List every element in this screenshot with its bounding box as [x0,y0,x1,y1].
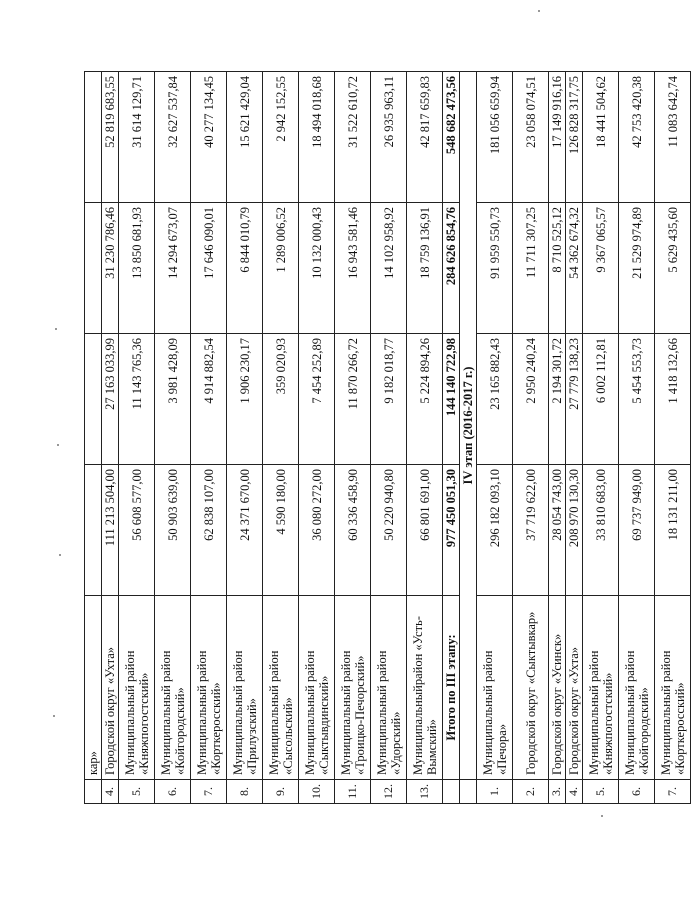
value-cell: 50 220 940,80 [371,465,407,596]
stage-title: IV этап (2016-2017 г.) [460,72,477,780]
row-number: 11. [335,780,371,804]
value-cell: 4 590 180,00 [263,465,299,596]
value-cell: 18 441 504,62 [583,72,619,203]
value-cell: 28 054 743,00 [549,465,566,596]
value-cell [85,465,102,596]
municipality-name: Муниципальный район «Княжпогостский» [119,596,155,780]
total-value: 548 682 473,56 [443,72,460,203]
value-cell: 60 336 458,90 [335,465,371,596]
value-cell: 54 362 674,32 [566,203,583,334]
municipality-name: Муниципальныйрайон «Усть-Вымский» [407,596,443,780]
value-cell: 208 970 130,30 [566,465,583,596]
value-cell: 36 080 272,00 [299,465,335,596]
value-cell [85,203,102,334]
table-row [335,72,371,804]
row-number: 10. [299,780,335,804]
value-cell [85,334,102,465]
value-cell: 8 710 525,12 [549,203,566,334]
value-cell: 31 614 129,71 [119,72,155,203]
value-cell: 91 959 550,73 [477,203,513,334]
row-number: 8. [227,780,263,804]
value-cell: 15 621 429,04 [227,72,263,203]
value-cell: 9 182 018,77 [371,334,407,465]
value-cell: 17 646 090,01 [191,203,227,334]
value-cell: 14 102 958,92 [371,203,407,334]
value-cell: 27 163 033,99 [102,334,119,465]
row-number [85,780,102,804]
table-body [85,72,691,804]
value-cell: 33 810 683,00 [583,465,619,596]
table-row [371,72,407,804]
municipality-name: Муниципальный район «Княжпогостский» [583,596,619,780]
value-cell: 17 149 916,16 [549,72,566,203]
value-cell: 69 737 949,00 [619,465,655,596]
municipality-name: Муниципальный район «Корткеросский» [191,596,227,780]
row-number: 9. [263,780,299,804]
value-cell: 11 711 307,25 [513,203,549,334]
municipality-name: Городской округ «Усинск» [549,596,566,780]
municipality-name: Муниципальный район «Прилузский» [227,596,263,780]
table-row [566,72,583,804]
value-cell: 31 522 610,72 [335,72,371,203]
total-value: 284 626 854,76 [443,203,460,334]
value-cell: 111 213 504,00 [102,465,119,596]
row-number: 6. [619,780,655,804]
value-cell: 23 165 882,43 [477,334,513,465]
total-value: 977 450 051,30 [443,465,460,596]
value-cell: 2 942 152,55 [263,72,299,203]
municipality-name: Муниципальный район «Печора» [477,596,513,780]
value-cell: 24 371 670,00 [227,465,263,596]
value-cell: 31 230 786,46 [102,203,119,334]
value-cell: 5 224 894,26 [407,334,443,465]
value-cell: 26 935 963,11 [371,72,407,203]
table-row [102,72,119,804]
value-cell: 16 943 581,46 [335,203,371,334]
value-cell: 296 182 093,10 [477,465,513,596]
value-cell: 18 494 018,68 [299,72,335,203]
value-cell: 56 608 577,00 [119,465,155,596]
table-row [119,72,155,804]
municipality-name: Городской округ «Ухта» [102,596,119,780]
row-number [443,780,460,804]
scan-speck [57,444,59,446]
value-cell: 13 850 681,93 [119,203,155,334]
municipality-name: Муниципальный район «Койгородский» [155,596,191,780]
table-row [407,72,443,804]
value-cell: 42 753 420,38 [619,72,655,203]
table-row [513,72,549,804]
value-cell: 62 838 107,00 [191,465,227,596]
row-number [460,780,477,804]
table-row [583,72,619,804]
value-cell [85,72,102,203]
value-cell: 2 194 301,72 [549,334,566,465]
value-cell: 52 819 683,55 [102,72,119,203]
row-number: 4. [566,780,583,804]
table-row [619,72,655,804]
table-row [263,72,299,804]
value-cell: 9 367 065,57 [583,203,619,334]
value-cell: 18 759 136,91 [407,203,443,334]
total-label: Итого по III этапу: [443,596,460,780]
table-row [191,72,227,804]
value-cell: 21 529 974,89 [619,203,655,334]
municipality-name: Городской округ «Ухта» [566,596,583,780]
value-cell: 126 828 317,75 [566,72,583,203]
value-cell: 1 289 006,52 [263,203,299,334]
scan-speck [59,554,61,556]
value-cell: 5 454 553,73 [619,334,655,465]
value-cell: 181 056 659,94 [477,72,513,203]
value-cell: 359 020,93 [263,334,299,465]
municipality-name: Городской округ «Сыктывкар» [513,596,549,780]
value-cell: 18 131 211,00 [655,465,691,596]
row-number: 5. [119,780,155,804]
row-number: 7. [655,780,691,804]
stage-header-row [460,72,477,804]
table-row [549,72,566,804]
table-row [655,72,691,804]
municipality-name: кар» [85,596,102,780]
row-number: 2. [513,780,549,804]
value-cell: 40 277 134,45 [191,72,227,203]
total-value: 144 140 722,98 [443,334,460,465]
municipality-name: Муниципальный район «Корткеросский» [655,596,691,780]
row-number: 6. [155,780,191,804]
row-number: 12. [371,780,407,804]
table-row [299,72,335,804]
municipality-name: Муниципальный район «Троицко-Печорский» [335,596,371,780]
value-cell: 6 002 112,81 [583,334,619,465]
municipality-name: Муниципальный район «Койгородский» [619,596,655,780]
value-cell: 23 058 074,51 [513,72,549,203]
value-cell: 2 950 240,24 [513,334,549,465]
value-cell: 11 870 266,72 [335,334,371,465]
scan-speck [55,328,57,330]
scan-speck [601,815,603,817]
value-cell: 27 779 138,23 [566,334,583,465]
value-cell: 4 914 882,54 [191,334,227,465]
row-number: 13. [407,780,443,804]
value-cell: 50 903 639,00 [155,465,191,596]
value-cell: 14 294 673,07 [155,203,191,334]
row-number: 1. [477,780,513,804]
value-cell: 1 906 230,17 [227,334,263,465]
municipality-name: Муниципальный район «Сысольский» [263,596,299,780]
row-number: 3. [549,780,566,804]
value-cell: 1 418 132,66 [655,334,691,465]
row-number: 4. [102,780,119,804]
value-cell: 42 817 659,83 [407,72,443,203]
table-row [477,72,513,804]
value-cell: 5 629 435,60 [655,203,691,334]
value-cell: 6 844 010,79 [227,203,263,334]
value-cell: 7 454 252,89 [299,334,335,465]
total-row [443,72,460,804]
value-cell: 37 719 622,00 [513,465,549,596]
value-cell: 10 132 000,43 [299,203,335,334]
value-cell: 66 801 691,00 [407,465,443,596]
scan-speck [53,715,55,717]
scan-speck [538,10,540,12]
value-cell: 3 981 428,09 [155,334,191,465]
municipality-name: Муниципальный район «Удорский» [371,596,407,780]
table-row [85,72,102,804]
table-row [227,72,263,804]
table-row [155,72,191,804]
funding-table [84,71,691,804]
row-number: 5. [583,780,619,804]
value-cell: 32 627 537,84 [155,72,191,203]
value-cell: 11 143 765,36 [119,334,155,465]
value-cell: 11 083 642,74 [655,72,691,203]
municipality-name: Муниципальный район «Сыктывдинский» [299,596,335,780]
row-number: 7. [191,780,227,804]
